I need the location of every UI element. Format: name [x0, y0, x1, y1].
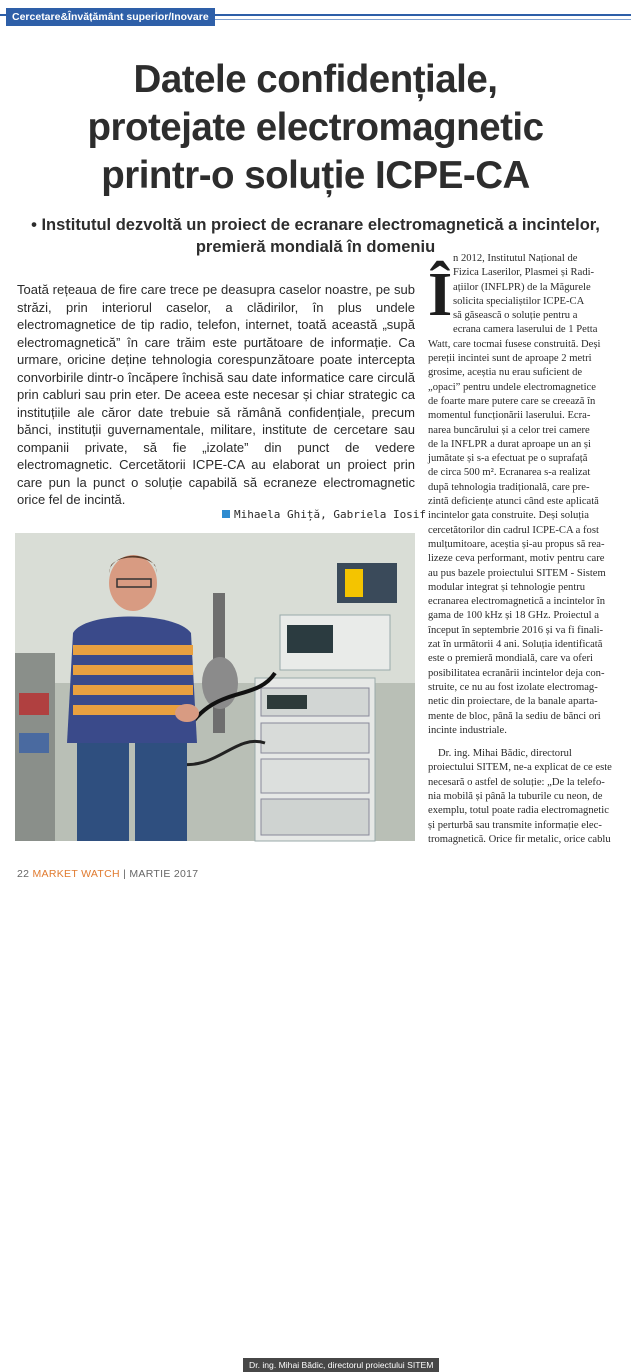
column-line: Fizica Laserilor, Plasmei și Radi-: [453, 267, 595, 279]
paragraph-spacer: [428, 738, 618, 747]
subheadline-line-1: • Institutul dezvoltă un proiect de ecranare electromagnetică a incintelor,: [31, 216, 600, 234]
column-line: grosime, aceștia nu erau suficient de: [428, 367, 583, 379]
column-line: necesară o astfel de soluție: „De la telefo-: [428, 776, 605, 788]
headline-line-1: Datele confidențiale,: [133, 58, 498, 101]
right-column: [428, 252, 618, 847]
column-line: cercetătorilor din cadrul ICPE-CA a fost: [428, 524, 599, 536]
column-line: ecranarea electromagnetică a incintelor în: [428, 596, 606, 608]
column-line: proiectului SITEM, ne-a explicat de ce este: [428, 762, 612, 774]
page-footer: [17, 868, 198, 880]
section-tag: Cercetare&Învățământ superior/Inovare: [6, 8, 215, 26]
byline-square-icon: [222, 510, 230, 518]
column-line: posibilitatea ecranării incintelor deja con-: [428, 667, 605, 679]
column-line: ațiilor (INFLPR) de la Măgurele: [453, 281, 591, 293]
column-line: de circa 500 m². Ecranarea s-a realizat: [428, 467, 591, 479]
column-line: mente de bloc, până la sediu de bănci ori: [428, 710, 601, 722]
page-number: 22: [17, 868, 30, 880]
column-line: început în septembrie 2016 și va fi finali-: [428, 624, 604, 636]
column-line: momentul funcționării laserului. Ecra-: [428, 410, 591, 422]
column-line: jumătate și s-a efectuat pe o suprafață: [428, 453, 588, 465]
column-line: pereții incintei sunt de aproape 2 metri: [428, 353, 592, 365]
column-line: zintă deficiențe atunci când este aplicată: [428, 496, 599, 508]
column-line: Dr. ing. Mihai Bădic, directorul: [438, 748, 572, 760]
column-line: netic din proiectare, de la banale aparta-: [428, 696, 598, 708]
top-rule-secondary: [200, 19, 631, 20]
column-line: gama de 100 kHz și 18 GHz. Proiectul a: [428, 610, 599, 622]
publication-name: MARKET WATCH: [32, 868, 120, 880]
drop-cap: Î: [428, 261, 453, 329]
byline-authors: Mihaela Ghiță, Gabriela Iosif: [234, 508, 427, 521]
headline-line-3: printr-o soluție ICPE-CA: [101, 154, 530, 197]
column-line: n 2012, Institutul Național de: [453, 253, 578, 264]
footer-separator: |: [123, 868, 127, 880]
headline: [20, 56, 611, 200]
issue-date: MARTIE 2017: [129, 868, 199, 880]
column-line: struite, ce nu au fost izolate electromag-: [428, 681, 598, 693]
column-line: narea buncărului și a celor trei camere: [428, 424, 590, 436]
byline: [222, 508, 426, 521]
column-line: tromagnetică. Orice fir metalic, orice cablu: [428, 833, 611, 845]
column-line: exemplu, totul poate radia electromagnetic: [428, 805, 609, 817]
lab-scene-illustration: [15, 533, 415, 841]
column-line: ecrana camera laserului de 1 Petta: [453, 324, 598, 336]
lead-paragraph: Toată rețeaua de fire care trece pe deasupra caselor noastre, pe sub străzi, prin interiorul caselor, a clădirilor, în plus undele electromagnetice de tip radio, telefon, internet, toată această „supă electromagnetică” în care trăim este purtătoare de informație. Ca urmare, oricine deține tehnologia corespunzătoare poate intercepta convorbirile dintr-o încăpere închisă sau date informatice care circulă prin cabluri sau prin eter. De aceea este necesar și chiar strategic ca instituțiile ale căror date trebuie să rămână confidențiale, precum bănci, instituții guvernamentale, militare, institute de cercetare sau companii private, să fie „izolate” din punct de vedere electromagnetic. Cercetătorii ICPE-CA au elaborat un proiect prin care pun la punct o soluție capabilă să ecraneze electromagnetic orice fel de incintă.: [17, 282, 415, 507]
subheadline-line-2: premieră mondială în domeniu: [195, 238, 436, 256]
column-line: de la INFLPR a durat aproape un an și: [428, 438, 591, 450]
column-line: „opaci” pentru undele electromagnetice: [428, 381, 596, 393]
column-line: după tehnologia tradițională, care pre-: [428, 481, 590, 493]
column-line: au pus bazele proiectului SITEM - Sistem: [428, 567, 606, 579]
column-line: solicita specialiștilor ICPE-CA: [453, 295, 585, 307]
column-line: să găsească o soluție pentru a: [453, 310, 578, 322]
column-line: de foarte mare putere care se creează în: [428, 395, 596, 407]
column-line: modular integrat și tehnologie pentru: [428, 581, 586, 593]
column-line: nia mobilă și până la tuburile cu neon, de: [428, 790, 603, 802]
column-line: mulțumitoare, aceștia și-au propus să rea-: [428, 538, 605, 550]
column-line: zat în următorii 4 ani. Soluția identificată: [428, 639, 603, 651]
column-line: Watt, care tocmai fusese construită. Deși: [428, 338, 601, 350]
column-line: incintelor gata construite. Deși soluția: [428, 510, 589, 522]
column-line: și perturbă sau transmite informație elec-: [428, 819, 602, 831]
photo-caption: Dr. ing. Mihai Bădic, directorul proiectului SITEM: [243, 1358, 439, 1372]
headline-line-2: protejate electromagnetic: [87, 106, 544, 149]
column-line: este o premieră mondială, care va oferi: [428, 653, 593, 665]
column-line: incinte industriale.: [428, 724, 507, 736]
column-line: lizeze ceva performant, motiv pentru care: [428, 553, 605, 565]
